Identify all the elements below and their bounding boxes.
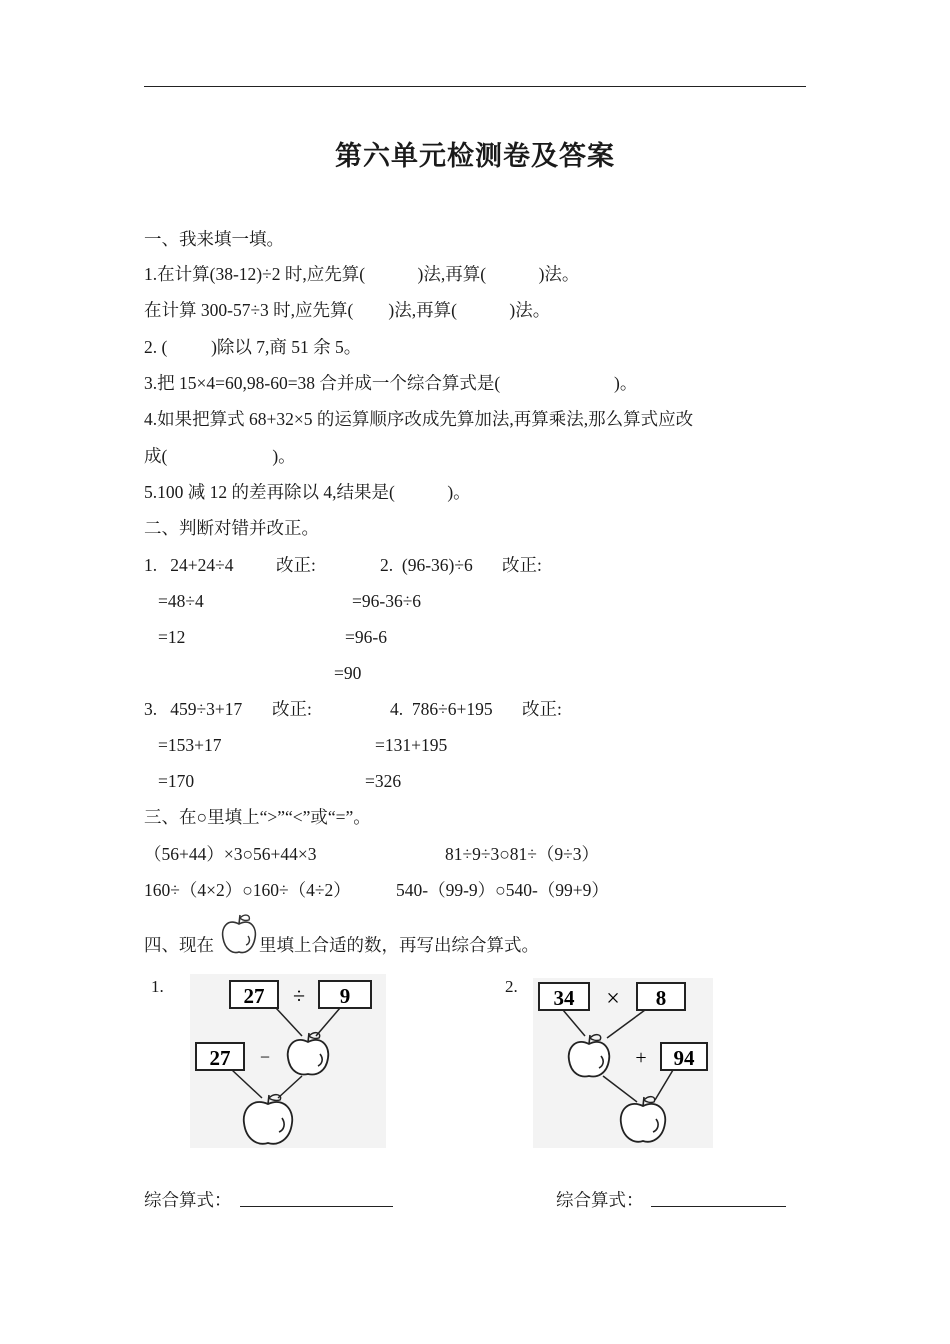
problem-3-step-1: =153+17 bbox=[158, 735, 222, 755]
question-1a: 1.在计算(38-12)÷2 时,应先算( )法,再算( )法。 bbox=[144, 264, 580, 284]
diagram-2-value-c: 94 bbox=[673, 1046, 695, 1070]
page-title: 第六单元检测卷及答案 bbox=[335, 141, 615, 172]
question-5: 5.100 减 12 的差再除以 4,结果是( )。 bbox=[144, 482, 471, 502]
diagram-1-box-c bbox=[196, 1043, 244, 1070]
problem-1-step-1: =48÷4 bbox=[158, 591, 204, 611]
problem-2-step-1: =96-36÷6 bbox=[352, 591, 422, 611]
problem-4-fix-label: 改正: bbox=[522, 699, 562, 719]
header-rule bbox=[144, 86, 806, 87]
diagram-1 bbox=[190, 974, 386, 1148]
problem-1-step-2: =12 bbox=[158, 627, 186, 647]
formula-label-2: 综合算式： bbox=[556, 1190, 644, 1210]
section2-heading: 二、判断对错并改正。 bbox=[144, 518, 319, 538]
diagram-2-value-b: 8 bbox=[655, 986, 667, 1010]
compare-2b: 540-（99-9）○540-（99+9） bbox=[396, 880, 609, 900]
problem-2-step-3: =90 bbox=[334, 663, 362, 683]
diagram-1-box-a bbox=[230, 981, 278, 1008]
compare-1a: （56+44）×3○56+44×3 bbox=[144, 844, 317, 864]
problem-2-fix-label: 改正: bbox=[502, 555, 542, 575]
question-2: 2. ( )除以 7,商 51 余 5。 bbox=[144, 337, 362, 357]
problem-3-step-2: =170 bbox=[158, 771, 195, 791]
diagram-1-value-c: 27 bbox=[209, 1046, 231, 1070]
problem-3-expr: 3. 459÷3+17 bbox=[144, 699, 243, 719]
diagram-2-operator-1: × bbox=[606, 986, 620, 1012]
question-1b: 在计算 300-57÷3 时,应先算( )法,再算( )法。 bbox=[144, 300, 551, 320]
question-3: 3.把 15×4=60,98-60=38 合并成一个综合算式是( )。 bbox=[144, 373, 638, 393]
compare-2a: 160÷（4×2）○160÷（4÷2） bbox=[144, 880, 351, 900]
diagram-2-operator-2: + bbox=[635, 1047, 647, 1069]
section3-heading: 三、在○里填上“>”“<”或“=”。 bbox=[144, 807, 371, 827]
problem-3-fix-label: 改正: bbox=[272, 699, 312, 719]
section1-heading: 一、我来填一填。 bbox=[144, 229, 284, 249]
diagram-2-box-b bbox=[637, 983, 685, 1010]
diagram-1-number: 1. bbox=[151, 977, 164, 996]
diagram-2-box-a bbox=[539, 983, 589, 1010]
question-4a: 4.如果把算式 68+32×5 的运算顺序改成先算加法,再算乘法,那么算式应改 bbox=[144, 409, 694, 429]
diagram-1-box-b bbox=[319, 981, 371, 1008]
formula-label-1: 综合算式： bbox=[144, 1190, 232, 1210]
section4-heading-post: 里填上合适的数，再写出综合算式。 bbox=[259, 935, 539, 955]
problem-2-expr: 2. (96-36)÷6 bbox=[380, 555, 473, 575]
diagram-2-number: 2. bbox=[505, 977, 518, 996]
diagram-2 bbox=[533, 978, 713, 1148]
problem-4-expr: 4. 786÷6+195 bbox=[390, 699, 493, 719]
diagram-2-box-c bbox=[661, 1043, 707, 1070]
diagram-1-value-a: 27 bbox=[243, 984, 265, 1008]
problem-4-step-2: =326 bbox=[365, 771, 402, 791]
problem-1-expr: 1. 24+24÷4 bbox=[144, 555, 234, 575]
problem-4-step-1: =131+195 bbox=[375, 735, 448, 755]
diagram-1-value-b: 9 bbox=[339, 984, 351, 1008]
formula-answer-blank-2[interactable] bbox=[651, 1206, 786, 1207]
question-4b: 成( )。 bbox=[144, 446, 296, 466]
problem-1-fix-label: 改正: bbox=[276, 555, 316, 575]
section4-heading-pre: 四、现在 bbox=[144, 935, 214, 955]
diagram-1-operator-1: ÷ bbox=[292, 983, 306, 1008]
diagram-1-operator-2: − bbox=[259, 1047, 271, 1067]
problem-2-step-2: =96-6 bbox=[345, 627, 387, 647]
diagram-2-value-a: 34 bbox=[553, 986, 575, 1010]
compare-1b: 81÷9÷3○81÷（9÷3） bbox=[445, 844, 599, 864]
apple-icon bbox=[219, 912, 259, 956]
formula-answer-blank-1[interactable] bbox=[240, 1206, 393, 1207]
